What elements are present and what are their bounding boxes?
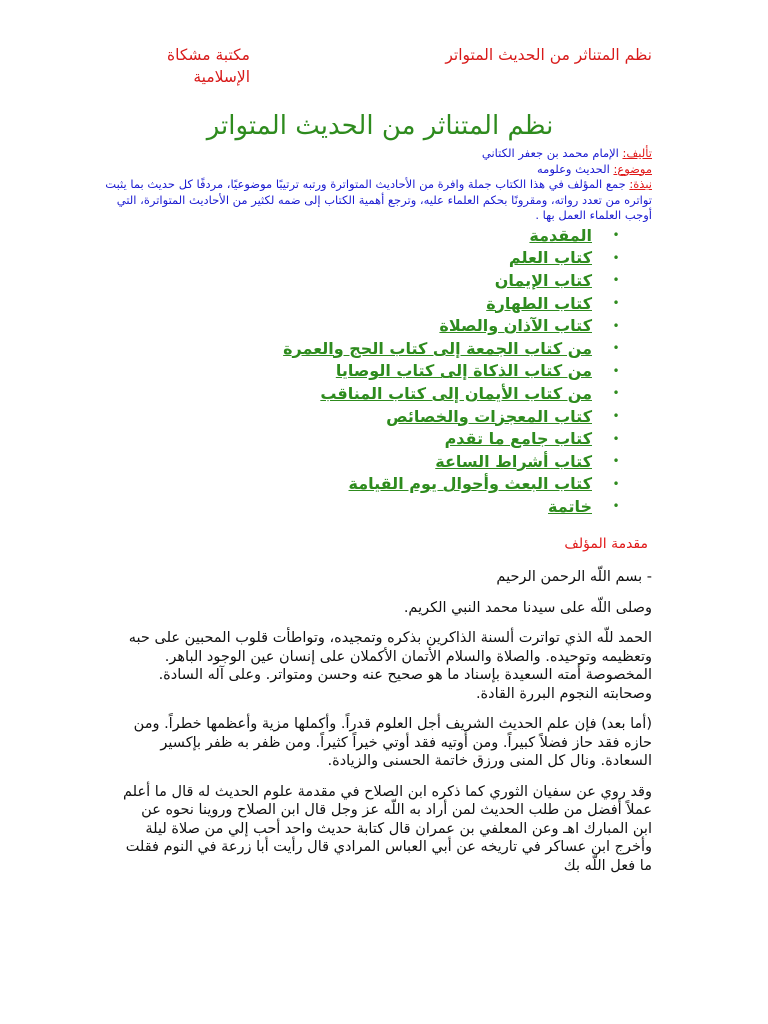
paragraph-amma-baad: (أما بعد) فإن علم الحديث الشريف أجل العلوم قدراً. وأكملها مزية وأعظمها خطراً. ومن حازه فقد حاز فضلاً كبيراً. ومن أوتيه فقد أوتي خيراً كثيراً. ومن ظفر به ظفر بإكسير السعادة. ونال كل المنى ورزق خاتمة الحسنى والزيادة. xyxy=(133,716,652,769)
toc-link-purification[interactable]: كتاب الطهارة xyxy=(486,293,592,313)
paragraph-sufyan: وقد روي عن سفيان الثوري كما ذكره ابن الصلاح في مقدمة علوم الحديث له قال ما أعلم عملاً أفضل من طلب الحديث لمن أراد به اللّه عز وجل قال ابن الصلاح وروينا نحوه عن ابن المبارك اهـ وعن المعلفي بن عمران قال كتابة حديث واحد أحب إلي من صلاة ليلة وأخرج ابن عساكر في تاريخه عن أبي العباس المرادي قال رأيت أبا زرعة في النوم فقلت ما فعل اللّه بك xyxy=(123,783,652,874)
header-doc-title: نظم المتناثر من الحديث المتواتر xyxy=(445,46,652,64)
toc-link-slaughter-to-wills[interactable]: من كتاب الذكاة إلى كتاب الوصايا xyxy=(335,361,592,381)
section-heading: مقدمة المؤلف xyxy=(564,536,648,552)
table-of-contents xyxy=(150,224,640,518)
toc-link-compilation[interactable]: كتاب جامع ما تقدم xyxy=(444,429,592,449)
toc-item xyxy=(150,360,640,383)
paragraph-basmala: - بسم اللّه الرحمن الرحيم xyxy=(496,569,652,585)
summary-value: جمع المؤلف في هذا الكتاب جملة وافرة من الأحاديث المتواترة ورتبه ترتيبًا موضوعيًا، مردفًا كل حديث بما يثبت تواتره من تعدد رواته، ومقرونًا بحكم العلماء عليه، وترجع أهمية الكتاب إلى ضمه لكثير من الأحاديث المتواترة، التي أوجب العلماء العمل بها . xyxy=(105,177,652,222)
bullet-icon: • xyxy=(612,228,620,243)
toc-link-resurrection[interactable]: كتاب البعث وأحوال يوم القيامة xyxy=(348,474,592,494)
summary-row: نبذة: جمع المؤلف في هذا الكتاب جملة وافرة من الأحاديث المتواترة ورتبه ترتيبًا موضوعيًا، مردفًا كل حديث بما يثبت تواتره من تعدد رواته، ومقرونًا بحكم العلماء عليه، وترجع أهمية الكتاب إلى ضمه لكثير من الأحاديث المتواترة، التي أوجب العلماء العمل بها . xyxy=(105,177,652,222)
toc-item xyxy=(150,405,640,428)
site-name: مكتبة مشكاة الإسلامية xyxy=(167,46,250,86)
author-row: تأليف: الإمام محمد بن جعفر الكتاني xyxy=(481,146,652,160)
bullet-icon: • xyxy=(612,296,620,311)
paragraph-hamd: الحمد للّه الذي تواترت ألسنة الذاكرين بذكره وتمجيده، وتواطأت قلوب المحبين على حبه وتعظيمه وتوحيده. والصلاة والسلام الأتمان الأكملان على إنسان عين الوجود الباهر. المخصوصة أمته السعيدة بإسناد ما هو صحيح عنه وحسن ومتواتر. وعلى آله السادة. وصحابته النجوم البررة القادة. xyxy=(128,630,652,702)
bullet-icon: • xyxy=(612,341,620,356)
bullet-icon: • xyxy=(612,250,620,265)
toc-item xyxy=(150,314,640,337)
toc-link-adhan-prayer[interactable]: كتاب الآذان والصلاة xyxy=(439,316,592,336)
bullet-icon: • xyxy=(612,476,620,491)
book-meta xyxy=(100,146,652,224)
toc-item xyxy=(150,337,640,360)
author-value: الإمام محمد بن جعفر الكتاني xyxy=(481,146,619,160)
topic-value: الحديث وعلومه xyxy=(537,161,610,176)
bullet-icon: • xyxy=(612,454,620,469)
topic-label: موضوع xyxy=(617,161,652,176)
bullet-icon: • xyxy=(612,431,620,446)
author-label: تأليف xyxy=(626,146,652,160)
bullet-icon: • xyxy=(612,409,620,424)
toc-link-faith[interactable]: كتاب الإيمان xyxy=(494,270,592,290)
toc-link-miracles[interactable]: كتاب المعجزات والخصائص xyxy=(386,406,592,426)
topic-row: موضوع: الحديث وعلومه xyxy=(537,161,652,176)
toc-link-signs-of-hour[interactable]: كتاب أشراط الساعة xyxy=(435,451,592,471)
toc-link-friday-to-hajj[interactable]: من كتاب الجمعة إلى كتاب الحج والعمرة xyxy=(283,338,592,358)
summary-label: نبذة xyxy=(633,177,652,191)
bullet-icon: • xyxy=(612,386,620,401)
page-title: نظم المتناثر من الحديث المتواتر xyxy=(206,111,554,141)
bullet-icon: • xyxy=(612,363,620,378)
toc-link-knowledge[interactable]: كتاب العلم xyxy=(508,248,592,268)
toc-item xyxy=(150,382,640,405)
toc-link-introduction[interactable]: المقدمة xyxy=(529,225,592,245)
toc-item xyxy=(150,247,640,270)
section-body xyxy=(118,568,652,887)
toc-item xyxy=(150,450,640,473)
paragraph-salat: وصلى اللّه على سيدنا محمد النبي الكريم. xyxy=(403,599,652,616)
toc-link-conclusion[interactable]: خاتمة xyxy=(548,496,592,516)
toc-item xyxy=(150,495,640,518)
toc-item xyxy=(150,473,640,496)
toc-item xyxy=(150,292,640,315)
toc-item xyxy=(150,427,640,450)
toc-item xyxy=(150,269,640,292)
toc-item xyxy=(150,224,640,247)
toc-link-oaths-to-virtues[interactable]: من كتاب الأيمان إلى كتاب المناقب xyxy=(320,383,592,403)
bullet-icon: • xyxy=(612,273,620,288)
bullet-icon: • xyxy=(612,499,620,514)
bullet-icon: • xyxy=(612,318,620,333)
